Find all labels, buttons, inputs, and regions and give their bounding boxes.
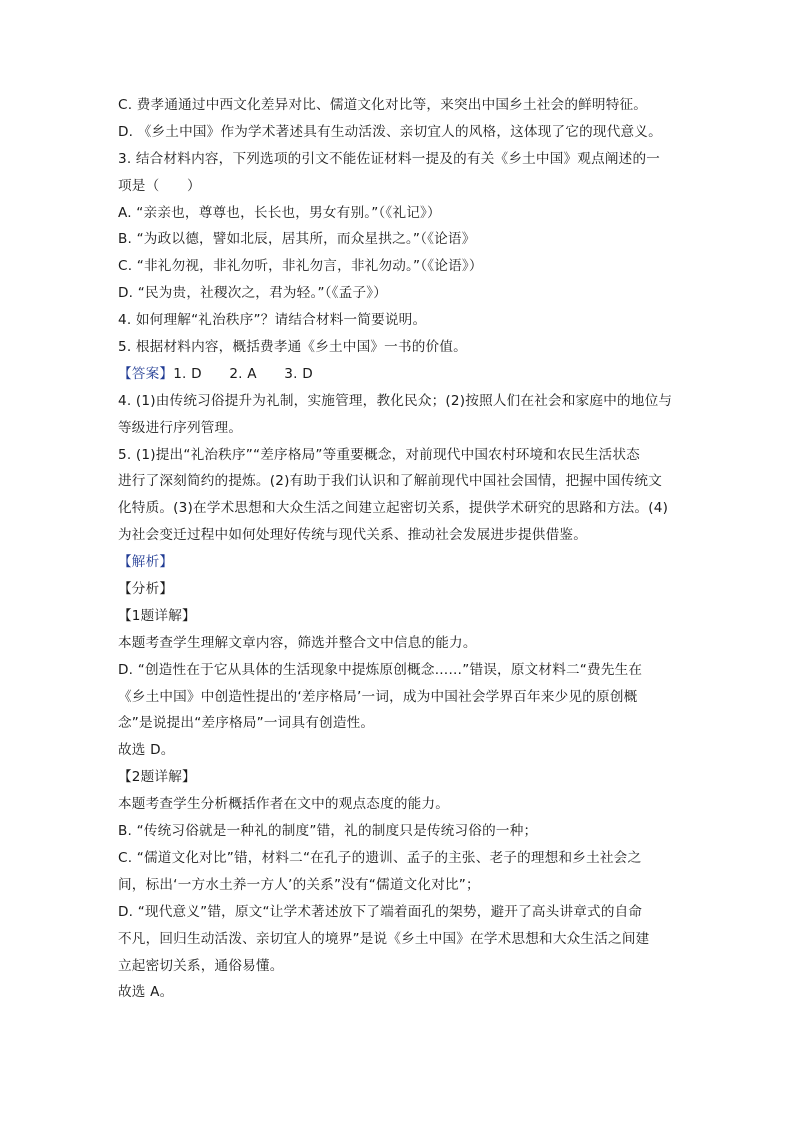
answer-tag: 【答案】 [118,365,174,382]
text-line: D. “现代意义”错，原文“让学术著述放下了端着面孔的架势，避开了高头讲章式的自命 [118,903,643,920]
text-line: C. “非礼勿视，非礼勿听，非礼勿言，非礼勿动。”（《论语》） [118,258,483,275]
text-line: 等级进行序列管理。 [118,419,243,436]
text-line: 立起密切关系，通俗易懂。 [118,957,284,974]
text-line: 故选 D。 [118,742,175,759]
text-line [118,549,678,576]
text-line: 进行了深刻简约的提炼。(2)有助于我们认识和了解前现代中国社会国情，把握中国传统文 [118,473,663,490]
text-line: 4. 如何理解“礼治秩序”？请结合材料一简要说明。 [118,312,427,329]
answer-text: 1. D 2. A 3. D [173,365,313,382]
text-line: 【分析】 [118,581,174,598]
text-line [118,361,678,388]
text-line: D. “创造性在于它从具体的生活现象中提炼原创概念……”错误，原文材料二“费先生在 [118,661,643,678]
text-line: C. “儒道文化对比”错，材料二“在孔子的遗训、孟子的主张、老子的理想和乡土社会之 [118,849,642,866]
analysis-tag: 【解析】 [118,554,174,571]
text-line: D. “民为贵，社稷次之，君为轻。”（《孟子》） [118,285,388,302]
text-line: 项是（ ） [118,177,201,194]
text-line: 【2题详解】 [118,769,196,786]
document-page [118,92,678,1006]
text-line: 为社会变迁过程中如何处理好传统与现代关系、推动社会发展进步提供借鉴。 [118,527,587,544]
text-line: 5. (1)提出“礼治秩序”“差序格局”等重要概念，对前现代中国农村环境和农民生活状态 [118,446,640,463]
text-line: 化特质。(3)在学术思想和大众生活之间建立起密切关系，提供学术研究的思路和方法。(4) [118,500,669,517]
text-line: 3. 结合材料内容，下列选项的引文不能佐证材料一提及的有关《乡土中国》观点阐述的一 [118,150,661,167]
text-line: A. “亲亲也，尊尊也，长长也，男女有别。”（《礼记》） [118,204,441,221]
text-line: 5. 根据材料内容，概括费孝通《乡土中国》一书的价值。 [118,339,467,356]
text-line: D. 《乡土中国》作为学术著述具有生动活泼、亲切宜人的风格，这体现了它的现代意义。 [118,123,662,140]
text-line: C. 费孝通通过中西文化差异对比、儒道文化对比等，来突出中国乡土社会的鲜明特征。 [118,97,648,113]
text-line: 《乡土中国》中创造性提出的‘差序格局’一词，成为中国社会学界百年来少见的原创概 [118,688,638,705]
text-line: 间，标出‘一方水土养一方人’的关系”没有“儒道文化对比”； [118,876,480,893]
text-line: B. “为政以德，譬如北辰，居其所，而众星拱之。”（《论语》 [118,231,476,248]
text-line: B. “传统习俗就是一种礼的制度”错，礼的制度只是传统习俗的一种； [118,823,538,840]
text-line: 4. (1)由传统习俗提升为礼制，实施管理，教化民众；(2)按照人们在社会和家庭中的地位与 [118,392,673,409]
text-line: 【1题详解】 [118,607,196,624]
text-line: 本题考查学生理解文章内容，筛选并整合文中信息的能力。 [118,634,477,651]
text-line: 念”是说提出“差序格局”一词具有创造性。 [118,715,375,732]
text-line: 故选 A。 [118,984,174,1001]
text-line: 不凡，回归生动活泼、亲切宜人的境界”是说《乡土中国》在学术思想和大众生活之间建 [118,930,650,947]
text-line: 本题考查学生分析概括作者在文中的观点态度的能力。 [118,796,450,813]
